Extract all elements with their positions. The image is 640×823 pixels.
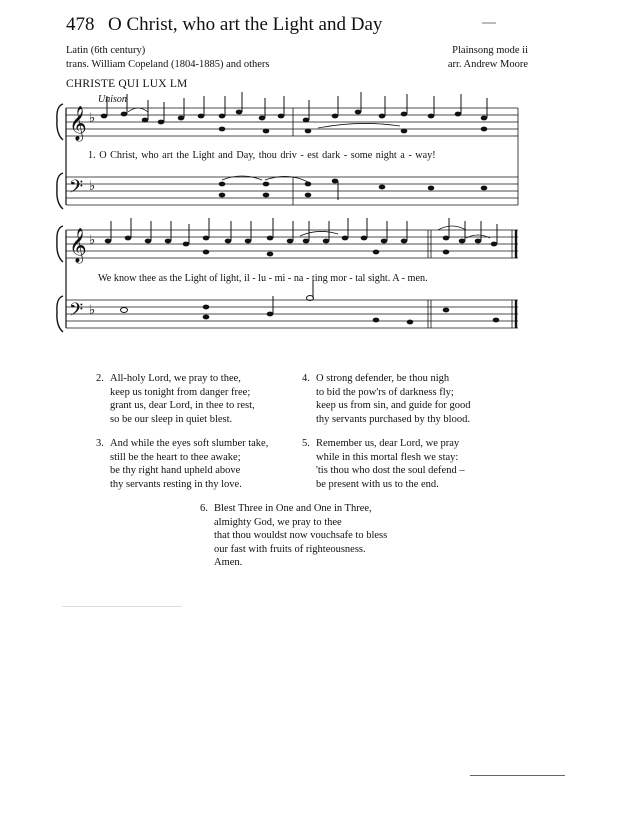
stanza-4: [302, 372, 471, 426]
treble-clef-icon: 𝄞: [69, 106, 87, 141]
bass-clef-icon: 𝄢: [69, 177, 84, 202]
hymn-number: 478: [66, 14, 95, 35]
tune-name: CHRISTE QUI LUX LM: [66, 78, 188, 90]
stanza-line: be present with us to the end.: [316, 478, 439, 490]
performance-direction: Unison: [98, 94, 127, 105]
scan-artifact: [62, 606, 182, 607]
lyric-line-1: 1. O Christ, who art the Light and Day, thou driv - est dark - some night a - way!: [88, 150, 436, 161]
notes-bass-1: [219, 179, 488, 200]
flat-icon: ♭: [89, 302, 96, 317]
flat-icon: ♭: [89, 232, 96, 247]
translator-credit: trans. William Copeland (1804-1885) and others: [66, 59, 270, 70]
stanza-line: thy servants purchased by thy blood.: [316, 413, 470, 425]
stanza-number: 2.: [96, 373, 104, 384]
stanza-line: O strong defender, be thou nigh: [316, 373, 450, 384]
stanza-line: grant us, dear Lord, in thee to rest,: [110, 400, 255, 412]
lyric-line-2: We know thee as the Light of light, il - lu - mi - na - ting mor - tal sight. A - men.: [98, 273, 428, 284]
treble-clef-icon: 𝄞: [69, 228, 87, 263]
stanza-6: [200, 502, 387, 570]
stanza-line: Amen.: [214, 557, 243, 569]
stanza-line: to bid the pow'rs of darkness fly;: [316, 386, 454, 398]
stanza-line: so be our sleep in quiet blest.: [110, 413, 233, 425]
hymn-title: O Christ, who art the Light and Day: [108, 14, 383, 35]
stanza-number: 6.: [200, 503, 208, 514]
stanza-line: our fast with fruits of righteousness.: [214, 543, 366, 555]
stanza-number: 4.: [302, 373, 310, 384]
stanza-line: Blest Three in One and One in Three,: [214, 503, 372, 514]
bass-staff-2: [66, 300, 518, 328]
music-score: [0, 0, 640, 360]
stanza-line: almighty God, we pray to thee: [214, 516, 342, 528]
stanza-line: thy servants resting in thy love.: [110, 478, 242, 490]
stanza-line: keep us tonight from danger free;: [110, 386, 251, 398]
stanza-line: All-holy Lord, we pray to thee,: [110, 373, 241, 384]
stanza-line: Remember us, dear Lord, we pray: [316, 438, 460, 449]
footer-rule: [470, 775, 565, 776]
notes-treble-1: [101, 92, 488, 133]
treble-staff-1: [66, 108, 518, 136]
stanza-line: be thy right hand upheld above: [110, 465, 241, 477]
flat-icon: ♭: [89, 110, 96, 125]
tune-mode: Plainsong mode ii: [452, 45, 528, 56]
stanza-line: still be the heart to thee awake;: [110, 451, 241, 463]
stanza-number: 5.: [302, 438, 310, 449]
arranger-credit: arr. Andrew Moore: [447, 59, 528, 70]
flat-icon: ♭: [89, 178, 96, 193]
stanza-line: that thou wouldst now vouchsafe to bless: [214, 530, 388, 542]
stanza-line: 'tis thou who dost the soul defend –: [316, 465, 465, 477]
treble-staff-2: [66, 230, 518, 258]
stanza-number: 3.: [96, 438, 104, 449]
bass-clef-icon: 𝄢: [69, 300, 84, 325]
stanza-line: while in this mortal flesh we stay:: [316, 451, 459, 463]
text-source: Latin (6th century): [66, 45, 146, 56]
scan-artifact: [482, 22, 496, 24]
bass-staff-1: [66, 177, 518, 205]
stanza-line: And while the eyes soft slumber take,: [110, 438, 269, 449]
stanza-line: keep us from sin, and guide for good: [316, 400, 471, 412]
stanza-2: [96, 372, 255, 426]
notes-bass-2: [121, 280, 500, 324]
stanza-5: [302, 437, 465, 491]
stanza-3: [96, 437, 268, 491]
